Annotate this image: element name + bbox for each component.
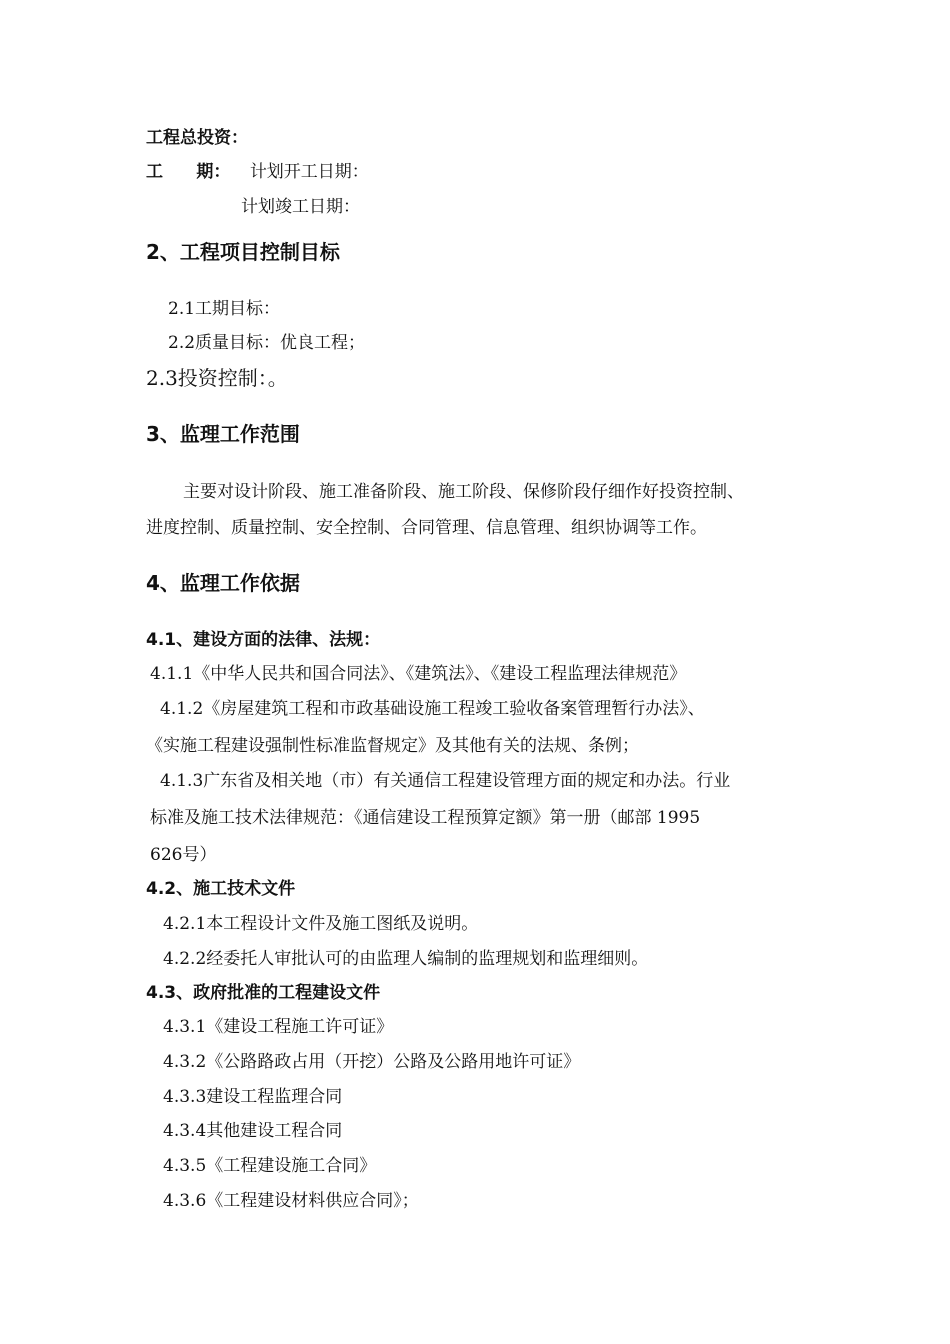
section2-item2: 2.2质量目标：优良工程； [168, 333, 366, 353]
sub1-item2-line2: 《实施工程建设强制性标准监督规定》及其他有关的法规、条例； [146, 736, 639, 756]
sub3-item4: 4.3.4其他建设工程合同 [163, 1121, 343, 1141]
sub3-item6: 4.3.6《工程建设材料供应合同》； [163, 1191, 419, 1211]
period-label-2: 期： [196, 162, 231, 182]
sub2-item1: 4.2.1本工程设计文件及施工图纸及说明。 [163, 914, 479, 934]
section3-title: 3、监理工作范围 [146, 422, 300, 446]
sub1-item3-line2: 标准及施工技术法律规范：《通信建设工程预算定额》第一册（邮部 1995 [150, 808, 701, 828]
section4-title: 4、监理工作依据 [146, 571, 300, 595]
section2-item1: 2.1工期目标： [168, 299, 281, 319]
sub3-item5: 4.3.5《工程建设施工合同》 [163, 1156, 377, 1176]
sub2-title: 4.2、施工技术文件 [146, 879, 296, 899]
sub3-item1: 4.3.1《建设工程施工许可证》 [163, 1017, 394, 1037]
sub1-item3-line3: 626号） [150, 845, 217, 865]
sub3-item3: 4.3.3建设工程监理合同 [163, 1087, 343, 1107]
end-date-label: 计划竣工日期： [241, 197, 360, 217]
section3-para-line2: 进度控制、质量控制、安全控制、合同管理、信息管理、组织协调等工作。 [146, 518, 707, 538]
section2-item3: 2.3投资控制：。 [146, 366, 288, 390]
sub1-title: 4.1、建设方面的法律、法规： [146, 630, 381, 650]
section2-title: 2、工程项目控制目标 [146, 240, 340, 264]
period-label-1: 工 [146, 162, 163, 182]
sub3-title: 4.3、政府批准的工程建设文件 [146, 983, 381, 1003]
sub2-item2: 4.2.2经委托人审批认可的由监理人编制的监理规划和监理细则。 [163, 949, 649, 969]
sub1-item1: 4.1.1《中华人民共和国合同法》、《建筑法》、《建设工程监理法律规范》 [150, 664, 687, 684]
sub1-item3-line1: 4.1.3广东省及相关地（市）有关通信工程建设管理方面的规定和办法。行业 [160, 771, 731, 791]
investment-label: 工程总投资： [146, 128, 248, 148]
period-row [146, 160, 369, 184]
sub1-item2-line1: 4.1.2《房屋建筑工程和市政基础设施工程竣工验收备案管理暂行办法》、 [160, 699, 705, 719]
sub3-item2: 4.3.2《公路路政占用（开挖）公路及公路用地许可证》 [163, 1052, 581, 1072]
section3-para-line1: 主要对设计阶段、施工准备阶段、施工阶段、保修阶段仔细作好投资控制、 [183, 482, 744, 502]
start-date-label: 计划开工日期： [249, 162, 369, 182]
